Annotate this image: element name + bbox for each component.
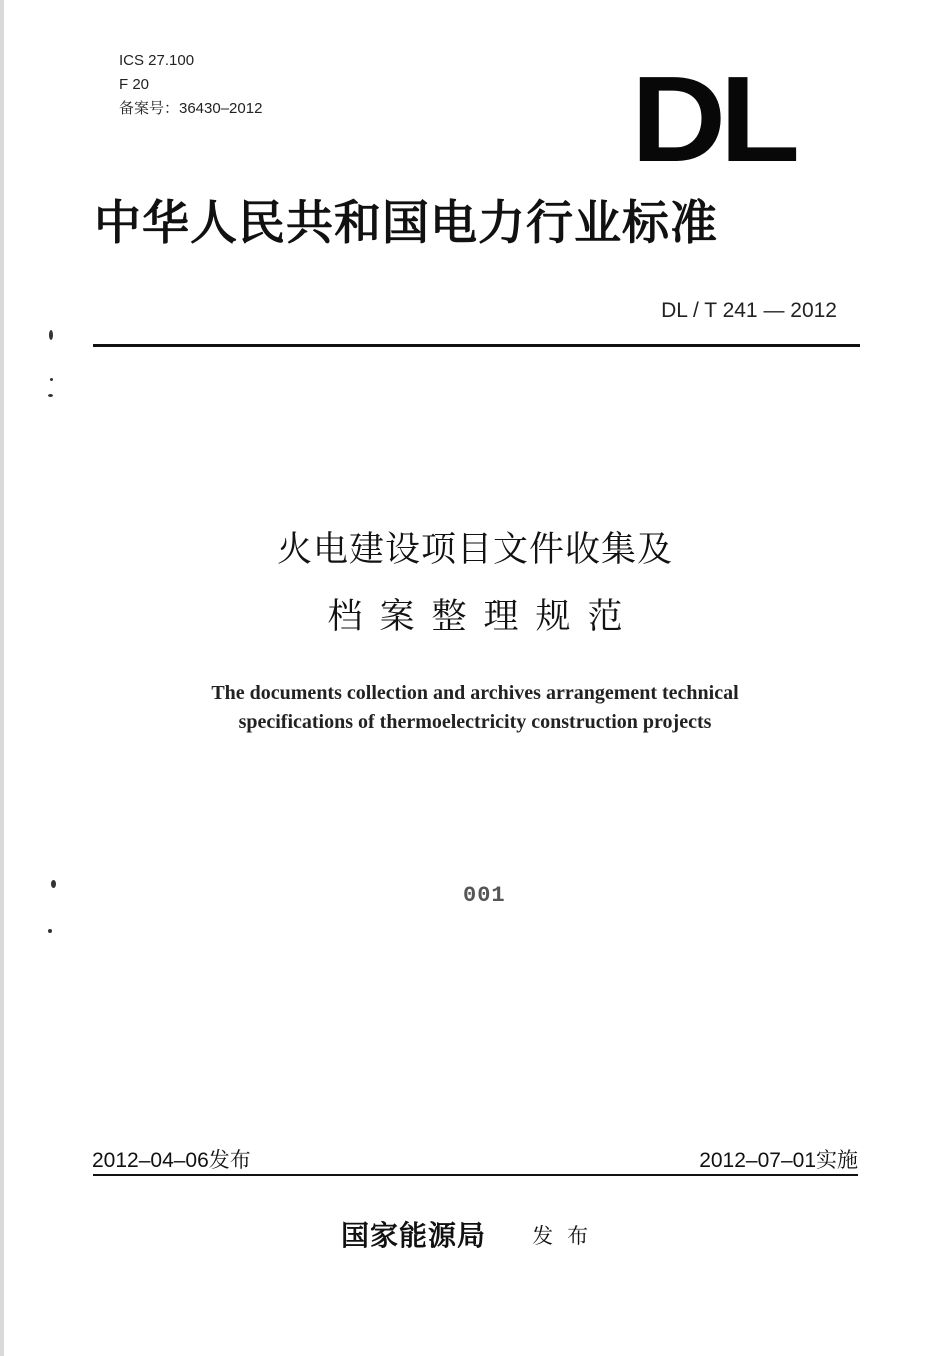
chinese-title-line-2: 档案整理规范 bbox=[327, 597, 640, 637]
english-title-line-2: specifications of thermoelectricity construction projects bbox=[238, 711, 712, 733]
scan-mark bbox=[51, 880, 56, 888]
top-divider bbox=[93, 344, 860, 347]
publisher-name: 国家能源局 bbox=[341, 1219, 487, 1252]
implementation-date: 2012–07–01实施 bbox=[699, 1149, 858, 1172]
dl-standard-mark: DL bbox=[631, 51, 794, 187]
ics-code: ICS 27.100 bbox=[119, 52, 195, 69]
bottom-divider bbox=[93, 1174, 858, 1176]
publisher-action: 发布 bbox=[532, 1224, 603, 1248]
scan-mark bbox=[48, 929, 52, 933]
publish-date: 2012–04–06发布 bbox=[92, 1149, 251, 1172]
scan-mark bbox=[48, 394, 53, 397]
scan-mark bbox=[49, 330, 53, 340]
page-marker: 001 bbox=[463, 883, 506, 908]
industry-standard-title: 中华人民共和国电力行业标准 bbox=[94, 196, 718, 251]
standard-code: DL / T 241 — 2012 bbox=[661, 299, 837, 322]
document-metadata bbox=[119, 49, 262, 121]
classification-code: F 20 bbox=[119, 76, 150, 93]
registration-number: 备案号：36430–2012 bbox=[119, 100, 263, 117]
chinese-title-line-1: 火电建设项目文件收集及 bbox=[276, 530, 673, 570]
scan-mark bbox=[50, 378, 53, 381]
scan-left-edge bbox=[0, 0, 4, 1356]
english-title-line-1: The documents collection and archives arrangement technical bbox=[211, 682, 739, 704]
publisher bbox=[341, 1216, 602, 1256]
